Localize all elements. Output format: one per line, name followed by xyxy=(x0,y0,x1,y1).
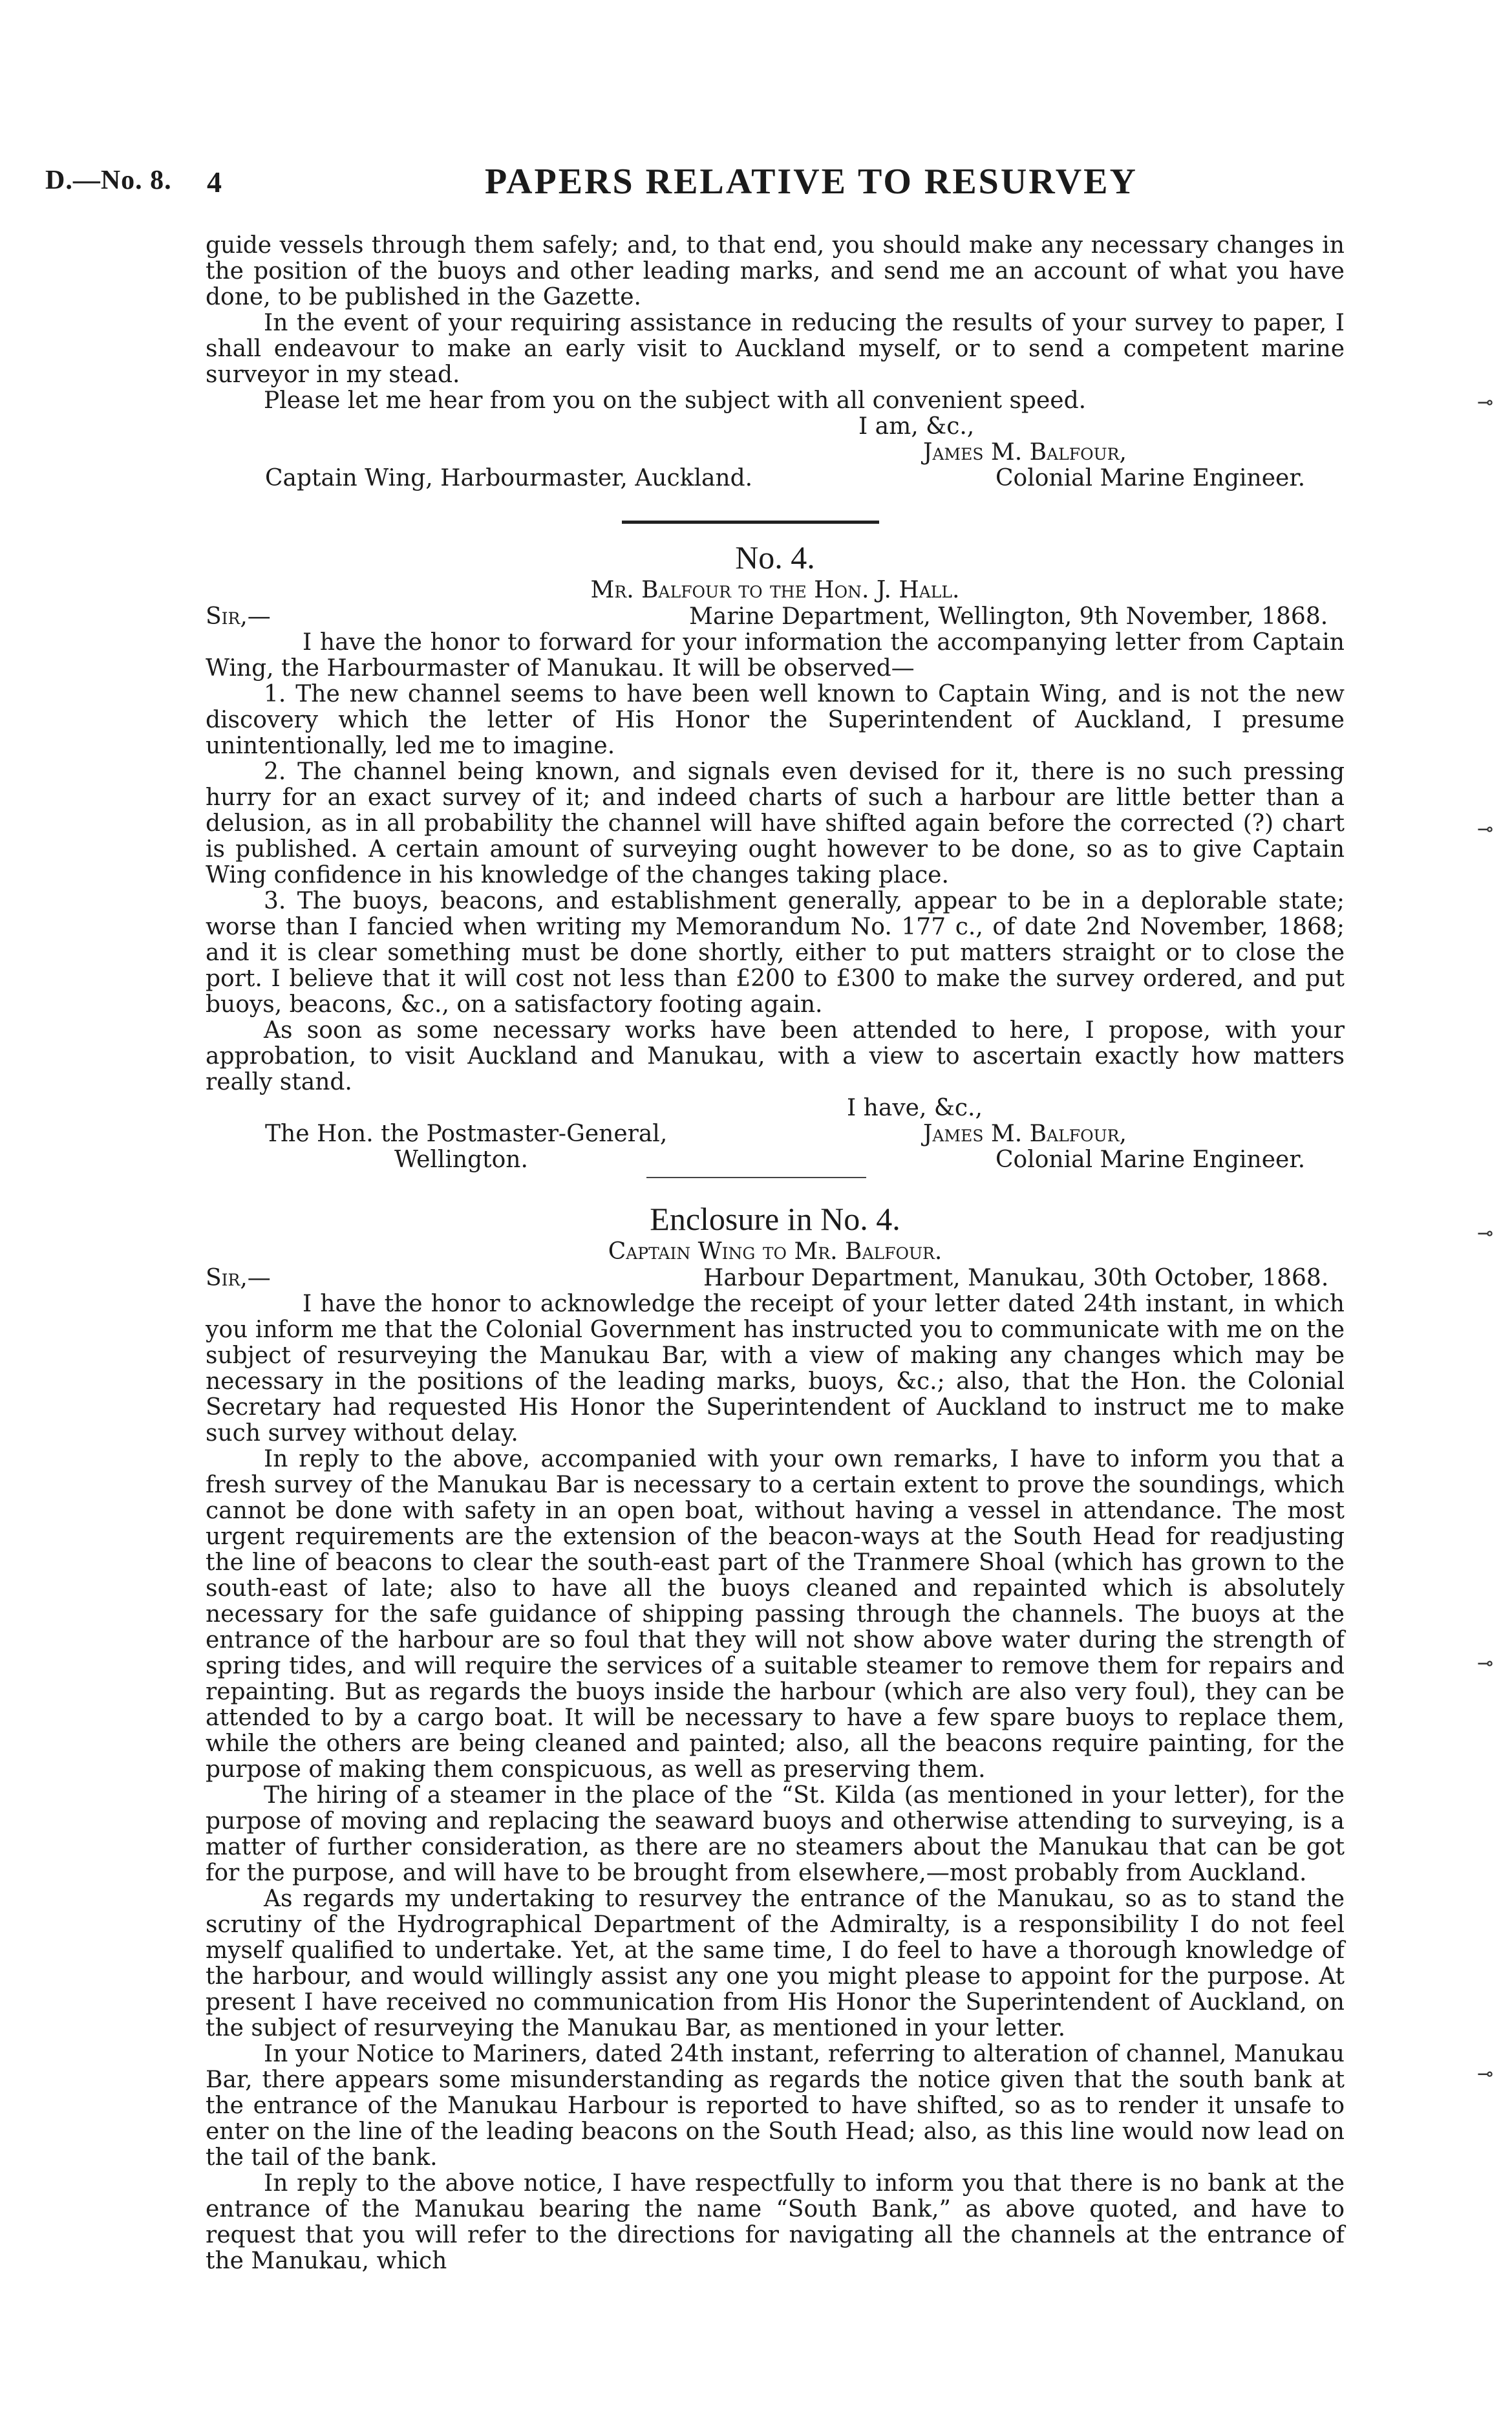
letter-from-to: Captain Wing to Mr. Balfour. xyxy=(608,1238,942,1265)
paragraph: In the event of your requiring assistance in reducing the results of your survey to paper, I shall endeavour to make an early visit to Auckland myself, or to send a competent marine surveyor in my stead. xyxy=(206,310,1345,388)
enclosure-letter xyxy=(206,1200,1345,2274)
paragraph: As soon as some necessary works have been attended to here, I propose, with your approbation, to visit Auckland and Manukau, with a view to ascertain exactly how matters really stand. xyxy=(206,1017,1345,1095)
binding-mark: ⊸ xyxy=(1477,1652,1494,1675)
signature: James M. Balfour, xyxy=(923,1121,1127,1147)
paragraph: In your Notice to Mariners, dated 24th instant, referring to alteration of channel, Manukau Bar, there appears some misunderstanding as regards the notice given that the south bank at the entrance of the Manukau Harbour is reported to have shifted, so as to render it unsafe to enter on the line of the leading beacons on the South Head; also, as this line would now lead on the tail of the bank. xyxy=(206,2041,1345,2171)
page-title: PAPERS RELATIVE TO RESURVEY xyxy=(485,162,1138,202)
signer-title: Colonial Marine Engineer. xyxy=(996,1146,1306,1173)
running-header xyxy=(45,162,1350,210)
paragraph: I have the honor to forward for your information the accompanying letter from Captain Wing, the Harbourmaster of Manukau. It will be observed— xyxy=(206,629,1345,682)
binding-mark: ⊸ xyxy=(1477,818,1494,841)
document-reference: D.—No. 8. xyxy=(45,166,172,195)
salutation-row xyxy=(206,604,1345,630)
letter-from-to: Mr. Balfour to the Hon. J. Hall. xyxy=(590,577,960,603)
signature: James M. Balfour, xyxy=(923,439,1127,466)
paragraph: I have the honor to acknowledge the receipt of your letter dated 24th instant, in which you inform me that the Colonial Government has instructed you to communicate with me on the subject of resurveying the Manukau Bar, with a view of making any changes which may be necessary in the positions of the leading marks, buoys, &c.; also, that the Hon. the Colonial Secretary had requested His Honor the Superintendent of Auckland to instruct me to make such survey without delay. xyxy=(206,1291,1345,1447)
binding-mark: ⊸ xyxy=(1477,391,1494,414)
addressee-row xyxy=(206,466,1345,491)
numbered-item: 2. The channel being known, and signals even devised for it, there is no such pressing hurry for an exact survey of it; and indeed charts of such a harbour are little better than a delusion, as in all probability the channel will have shifted again before the corrected (?) chart is published. A certain amount of surveying ought however to be done, so as to give Captain Wing confidence in his knowledge of the changes taking place. xyxy=(206,759,1345,888)
paragraph: guide vessels through them safely; and, to that end, you should make any necessary changes in the position of the buoys and other leading marks, and send me an account of what you have done, to be published in the Gazette. xyxy=(206,232,1345,310)
closing: I have, &c., xyxy=(847,1095,983,1121)
section-divider xyxy=(622,521,879,524)
numbered-item: 1. The new channel seems to have been well known to Captain Wing, and is not the new discovery which the letter of His Honor the Superintendent of Auckland, I presume unintentionally, led me to imagine. xyxy=(206,681,1345,759)
addressee: Captain Wing, Harbourmaster, Auckland. xyxy=(265,465,753,491)
addressee-row xyxy=(206,1121,1345,1147)
closing-row xyxy=(206,1095,1345,1121)
paragraph: In reply to the above, accompanied with your own remarks, I have to inform you that a fresh survey of the Manukau Bar is necessary to a certain extent to prove the soundings, which cannot be done with safety in an open boat, without having a vessel in attendance. The most urgent requirements are the extension of the beacon-ways at the South Head for readjusting the line of beacons to clear the south-east part of the Tranmere Shoal (which has grown to the south-east of late; also to have all the buoys cleaned and repainted which is absolutely necessary for the safe guidance of shipping passing through the channels. The buoys at the entrance of the harbour are so foul that they will not show above water during the strength of spring tides, and will require the services of a suitable steamer to remove them for repairs and repainting. But as regards the buoys inside the harbour (which are also very foul), they can be attended to by a cargo boat. It will be necessary to have a few spare buoys to replace them, while the others are being cleaned and painted; also, all the beacons require painting, for the purpose of making them conspicuous, as well as preserving them. xyxy=(206,1446,1345,1783)
paragraph: As regards my undertaking to resurvey the entrance of the Manukau, so as to stand the scrutiny of the Hydrographical Department of the Admiralty, is a responsibility I do not feel myself qualified to undertake. Yet, at the same time, I do feel to have a thorough knowledge of the harbour, and would willingly assist any one you might please to appoint for the purpose. At present I have received no communication from His Honor the Superintendent of Auckland, on the subject of resurveying the Manukau Bar, as mentioned in your letter. xyxy=(206,1886,1345,2041)
addressee-row-2 xyxy=(206,1147,1345,1173)
signature-row xyxy=(206,440,1345,466)
letter-number: No. 4. xyxy=(735,539,815,576)
paragraph: Please let me hear from you on the subject with all convenient speed. xyxy=(264,387,1087,414)
paragraph: In reply to the above notice, I have respectfully to inform you that there is no bank at the entrance of the Manukau bearing the name “South Bank,” as above quoted, and have to request that you will refer to the directions for navigating all the channels at the entrance of the Manukau, which xyxy=(206,2170,1345,2274)
addressee: The Hon. the Postmaster-General, xyxy=(265,1121,668,1147)
previous-letter-ending xyxy=(206,233,1345,491)
salutation: Sir,— xyxy=(206,603,271,630)
page-number: 4 xyxy=(207,166,222,199)
addressee-location: Wellington. xyxy=(394,1146,528,1173)
salutation-row xyxy=(206,1265,1345,1291)
closing-row xyxy=(206,414,1345,440)
closing: I am, &c., xyxy=(858,413,975,440)
binding-mark: ⊸ xyxy=(1477,1222,1494,1245)
binding-mark: ⊸ xyxy=(1477,2063,1494,2085)
section-divider xyxy=(646,1177,866,1178)
enclosure-heading: Enclosure in No. 4. xyxy=(650,1201,900,1237)
numbered-item: 3. The buoys, beacons, and establishment generally, appear to be in a deplorable state; worse than I fancied when writing my Memorandum No. 177 c., of date 2nd November, 1868; and it is clear something must be done shortly, either to put matters straight or to close the port. I believe that it will cost not less than £200 to £300 to make the survey ordered, and put buoys, beacons, &c., on a satisfactory footing again. xyxy=(206,888,1345,1018)
place-date: Marine Department, Wellington, 9th November, 1868. xyxy=(689,603,1328,630)
letter-no-4 xyxy=(206,538,1345,1173)
place-date: Harbour Department, Manukau, 30th October, 1868. xyxy=(703,1265,1329,1291)
salutation: Sir,— xyxy=(206,1265,271,1291)
paragraph: The hiring of a steamer in the place of the “St. Kilda (as mentioned in your letter), for the purpose of moving and replacing the seaward buoys and otherwise attending to surveying, is a matter of further consideration, as there are no steamers about the Manukau that can be got for the purpose, and will have to be brought from elsewhere,—most probably from Auckland. xyxy=(206,1782,1345,1886)
signer-title: Colonial Marine Engineer. xyxy=(996,465,1306,491)
